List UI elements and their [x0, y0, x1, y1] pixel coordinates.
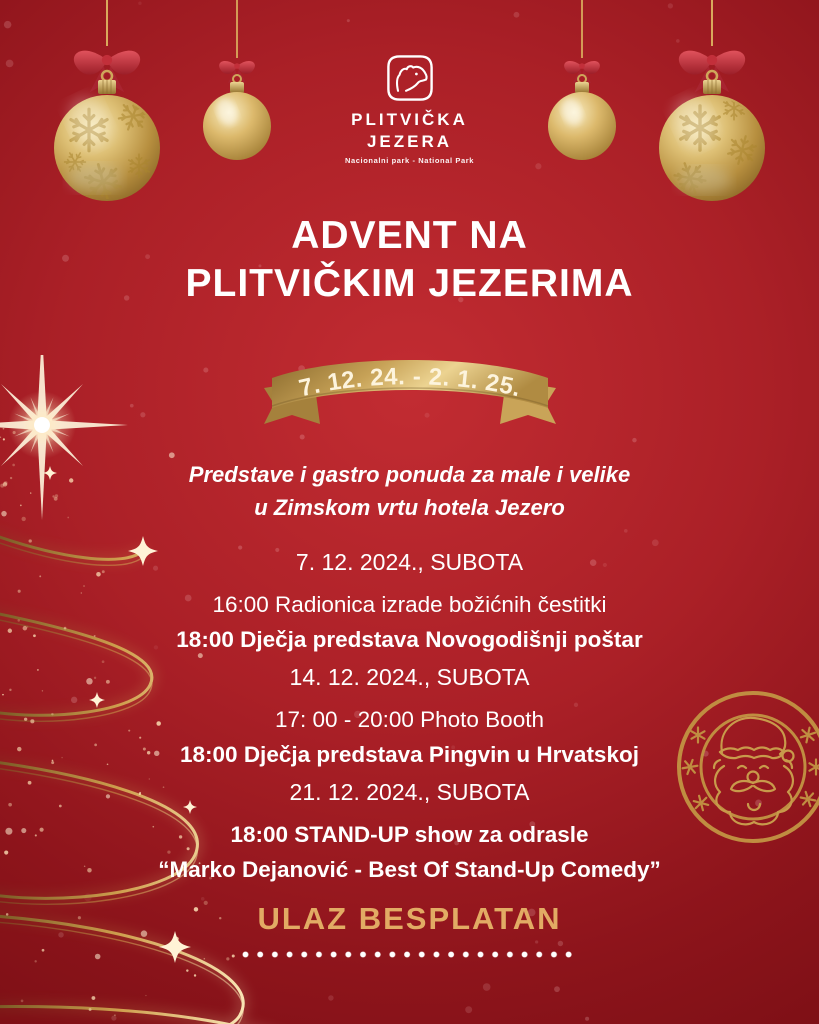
- ribbon-dates-text: 7. 12. 24. - 2. 1. 25.: [296, 363, 524, 403]
- bear-icon: [386, 54, 434, 102]
- schedule-section: [0, 664, 819, 774]
- schedule-event: “Marko Dejanović - Best Of Stand-Up Comedy”: [158, 856, 661, 882]
- schedule-date: 21. 12. 2024., SUBOTA: [289, 779, 530, 805]
- brand-name: PLITVIČKA JEZERA: [351, 110, 468, 151]
- poster-title: ADVENT NA PLITVIČKIM JEZERIMA: [185, 214, 634, 305]
- poster-footer: [0, 901, 819, 959]
- gold-ribbon-banner-icon: [250, 346, 570, 446]
- schedule-date: 7. 12. 2024., SUBOTA: [295, 549, 524, 575]
- schedule-event: 16:00 Radionica izrade božićnih čestitki: [212, 592, 607, 617]
- schedule-event: 18:00 Dječja predstava Novogodišnji poštar: [176, 626, 643, 652]
- poster-subtitle: Predstave i gastro ponuda za male i velike u Zimskom vrtu hotela Jezero: [188, 462, 631, 520]
- schedule-event: 17: 00 - 20:00 Photo Booth: [275, 707, 544, 732]
- brand-logo: [0, 54, 819, 165]
- free-entry-label: ULAZ BESPLATAN: [257, 901, 562, 936]
- dots-divider: [241, 950, 578, 959]
- brand-tagline: Nacionalni park - National Park: [344, 155, 475, 165]
- schedule-date: 14. 12. 2024., SUBOTA: [289, 664, 530, 690]
- schedule-event: 18:00 Dječja predstava Pingvin u Hrvatskoj: [180, 741, 639, 767]
- schedule-event: 18:00 STAND-UP show za odrasle: [230, 822, 589, 847]
- schedule-section: [0, 549, 819, 659]
- schedule-section: [0, 779, 819, 889]
- date-ribbon: [0, 346, 819, 446]
